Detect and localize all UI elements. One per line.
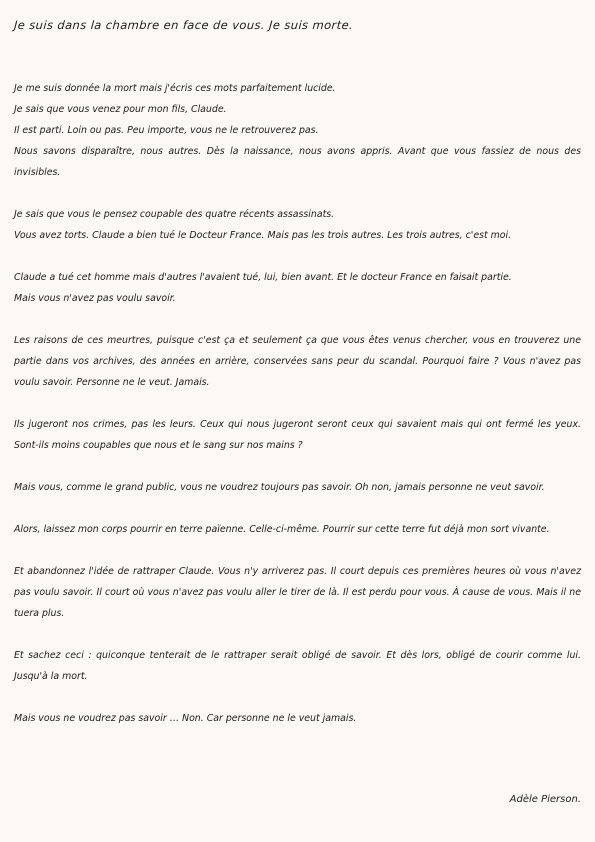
paragraph-line: Claude a tué cet homme mais d'autres l'avaient tué, lui, bien avant. Et le docteur France en faisait partie.	[14, 272, 512, 283]
paragraph-line: Je sais que vous le pensez coupable des quatre récents assassinats.	[14, 209, 335, 220]
paragraph-line: Mais vous n'avez pas voulu savoir.	[14, 293, 176, 304]
paragraph-line: Alors, laissez mon corps pourrir en terre païenne. Celle-ci-même. Pourrir sur cette terre fut déjà mon sort vivante.	[14, 524, 550, 535]
paragraph	[14, 708, 581, 729]
paragraph-line: Il est parti. Loin ou pas. Peu importe, vous ne le retrouverez pas.	[14, 125, 319, 136]
paragraph-line: Je sais que vous venez pour mon fils, Claude.	[14, 104, 227, 115]
paragraph-line: Je me suis donnée la mort mais j'écris ces mots parfaitement lucide.	[14, 83, 336, 94]
paragraph-line: Nous savons disparaître, nous autres. Dès la naissance, nous avons appris. Avant que vous fassiez de nous des invisibles.	[14, 146, 581, 178]
paragraph-line: Mais vous ne voudrez pas savoir … Non. Car personne ne le veut jamais.	[14, 713, 357, 724]
paragraph	[14, 561, 581, 624]
paragraph	[14, 78, 581, 183]
paragraph-line: Et sachez ceci : quiconque tenterait de le rattraper serait obligé de savoir. Et dès lors, obligé de courir comme lui. Jusqu'à la mort.	[14, 650, 581, 682]
paragraph-line: Vous avez torts. Claude a bien tué le Docteur France. Mais pas les trois autres. Les trois autres, c'est moi.	[14, 230, 512, 241]
paragraph	[14, 414, 581, 456]
letter-body	[14, 78, 581, 729]
paragraph	[14, 477, 581, 498]
paragraph-line: Et abandonnez l'idée de rattraper Claude. Vous n'y arriverez pas. Il court depuis ces premières heures où vous n'avez pas voulu savoir. Il court où vous n'avez pas voulu aller le tirer de là. Il est perdu pour vous. À cause de vous. Mais il ne tuera plus.	[14, 566, 581, 619]
letter-title: Je suis dans la chambre en face de vous. Je suis morte.	[13, 18, 354, 32]
paragraph	[14, 519, 581, 540]
paragraph-line: Mais vous, comme le grand public, vous ne voudrez toujours pas savoir. Oh non, jamais personne ne veut savoir.	[14, 482, 545, 493]
paragraph-line: Les raisons de ces meurtres, puisque c'est ça et seulement ça que vous êtes venus chercher, vous en trouverez une partie dans vos archives, des années en arrière, conservées sans peur du scandal. Pourquoi faire ? Vous n'avez pas voulu savoir. Personne ne le veut. Jamais.	[14, 335, 581, 388]
paragraph	[14, 204, 581, 246]
paragraph	[14, 330, 581, 393]
paragraph-line: Ils jugeront nos crimes, pas les leurs. Ceux qui nous jugeront seront ceux qui savaient mais qui ont fermé les yeux. Sont-ils moins coupables que nous et le sang sur nos mains ?	[14, 419, 581, 451]
signature: Adèle Pierson.	[509, 794, 581, 805]
paragraph	[14, 267, 581, 309]
paragraph	[14, 645, 581, 687]
